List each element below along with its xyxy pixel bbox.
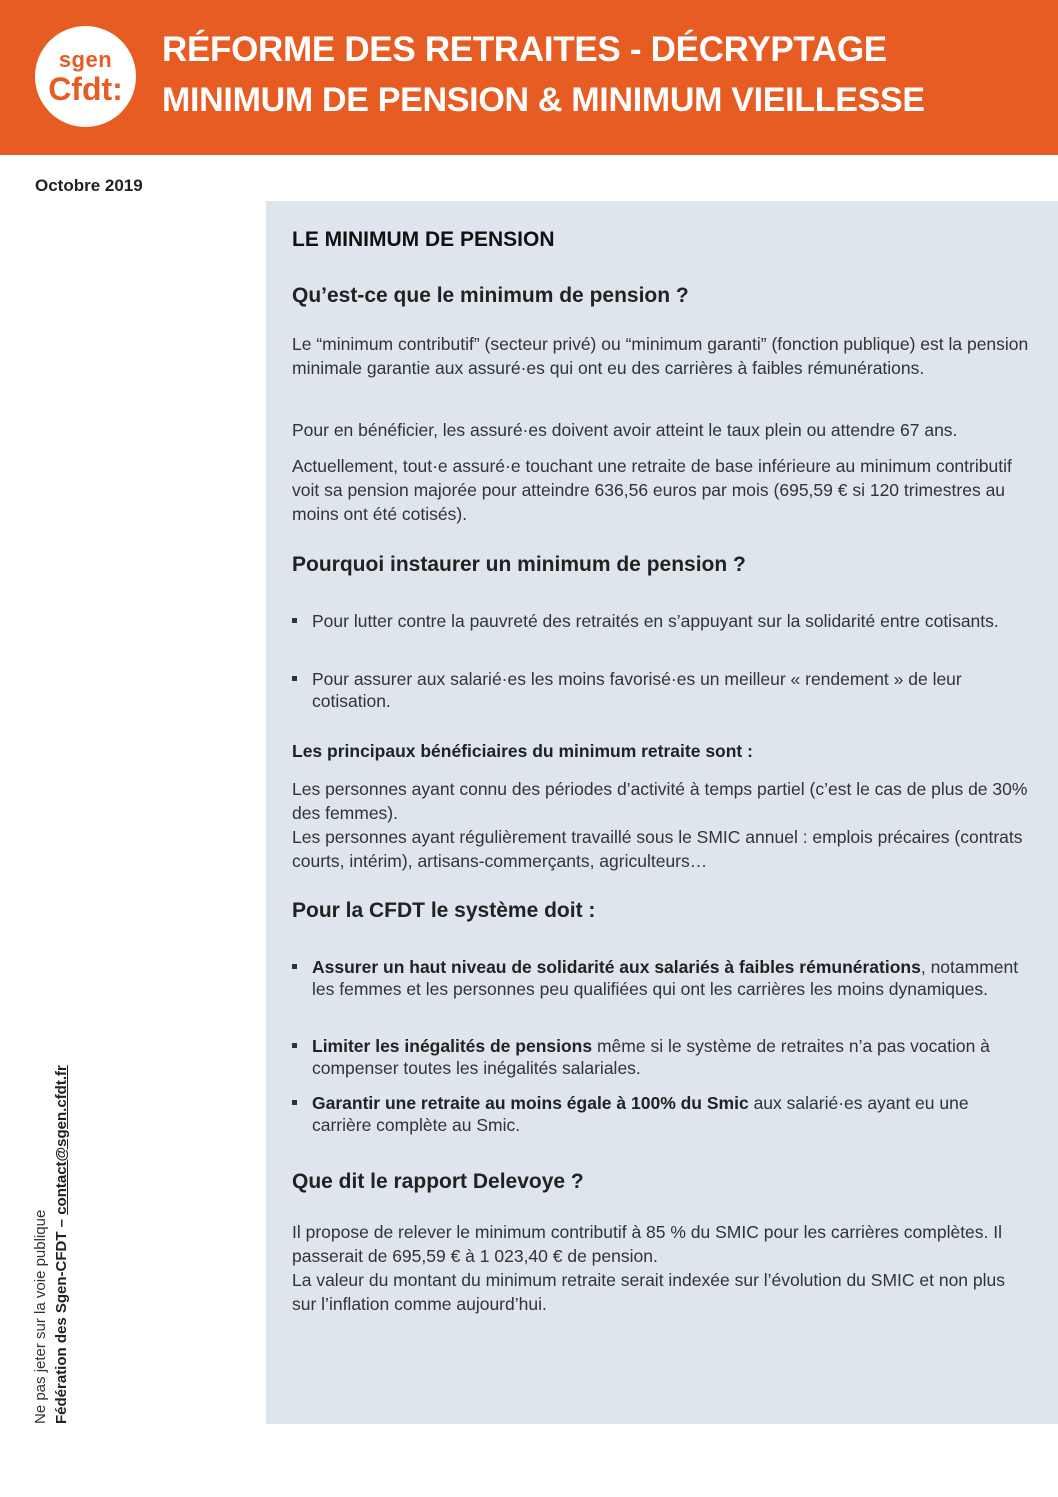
- heading-why: Pourquoi instaurer un minimum de pension ?: [292, 553, 746, 576]
- publication-date: Octobre 2019: [35, 176, 143, 195]
- heading-cfdt-position: Pour la CFDT le système doit :: [292, 899, 596, 922]
- bullet-text: aux salarié·es ayant eu une carrière complète au Smic.: [312, 1093, 969, 1135]
- logo-line-1: sgen: [58, 46, 113, 72]
- heading-delevoye-report: Que dit le rapport Delevoye ?: [292, 1170, 584, 1193]
- paragraph-definition: Le “minimum contributif” (secteur privé) ou “minimum garanti” (fonction publique) est la pension minimale garantie aux assuré·es qui ont eu des carrières à faibles rémunérations.: [292, 334, 1029, 378]
- bullet-icon: [292, 964, 297, 969]
- federation-name: Fédération des Sgen-CFDT –: [53, 1214, 70, 1424]
- bullet-text: Pour assurer aux salarié·es les moins favorisé·es un meilleur « rendement » de leur cotisation.: [312, 669, 962, 711]
- page-title: RÉFORME DES RETRAITES - DÉCRYPTAGE: [162, 30, 887, 69]
- heading-what-is: Qu’est-ce que le minimum de pension ?: [292, 284, 689, 307]
- logo-line-2: Cfdt:: [48, 70, 123, 107]
- bullet-bold-text: Assurer un haut niveau de solidarité aux salariés à faibles rémunérations: [312, 957, 921, 977]
- bullet-icon: [292, 676, 297, 681]
- contact-email-link[interactable]: contact@sgen.cfdt.fr: [53, 1065, 70, 1215]
- header-banner: [0, 0, 1058, 155]
- list-item: [292, 956, 1027, 1000]
- list-item: [292, 1092, 1027, 1136]
- bullet-text: Pour lutter contre la pauvreté des retraités en s’appuyant sur la solidarité entre cotisants.: [312, 611, 999, 631]
- paragraph-part-time: Les personnes ayant connu des périodes d’activité à temps partiel (c’est le cas de plus de 30% des femmes).: [292, 779, 1028, 823]
- sgen-cfdt-logo: [35, 26, 136, 127]
- bullet-icon: [292, 1043, 297, 1048]
- bullet-text: , notamment les femmes et les personnes peu qualifiées qui ont les carrières les moins dynamiques.: [312, 957, 1019, 999]
- list-item: [292, 668, 1027, 712]
- litter-notice: Ne pas jeter sur la voie publique: [32, 1209, 49, 1424]
- bullet-text: même si le système de retraites n’a pas vocation à compenser toutes les inégalités salariales.: [312, 1036, 990, 1078]
- vertical-footer: [30, 1024, 72, 1424]
- bullet-icon: [292, 618, 297, 623]
- paragraph-low-wage: Les personnes ayant régulièrement travaillé sous le SMIC annuel : emplois précaires (contrats courts, intérim), artisans-commerçants, agriculteurs…: [292, 827, 1023, 871]
- federation-line: [51, 1024, 72, 1424]
- section-title: LE MINIMUM DE PENSION: [292, 228, 555, 251]
- bullet-bold-text: Garantir une retraite au moins égale à 100% du Smic: [312, 1093, 749, 1113]
- bullet-bold-text: Limiter les inégalités de pensions: [312, 1036, 593, 1056]
- list-item: [292, 1035, 1027, 1079]
- paragraph-indexation: La valeur du montant du minimum retraite serait indexée sur l’évolution du SMIC et non plus sur l’inflation comme aujourd’hui.: [292, 1270, 1006, 1314]
- list-item: [292, 610, 1027, 632]
- paragraph-current-amount: Actuellement, tout·e assuré·e touchant une retraite de base inférieure au minimum contributif voit sa pension majorée pour atteindre 636,56 euros par mois (695,59 € si 120 trimestres au moins ont été cotisés).: [292, 456, 1012, 524]
- page-subtitle: MINIMUM DE PENSION & MINIMUM VIEILLESSE: [162, 81, 925, 119]
- beneficiaries-heading: Les principaux bénéficiaires du minimum retraite sont :: [292, 741, 753, 761]
- paragraph-proposal: Il propose de relever le minimum contributif à 85 % du SMIC pour les carrières complètes. Il passerait de 695,59 € à 1 023,40 € de pension.: [292, 1222, 1003, 1266]
- paragraph-eligibility: Pour en bénéficier, les assuré·es doivent avoir atteint le taux plein ou attendre 67 ans.: [292, 420, 958, 440]
- bullet-icon: [292, 1100, 297, 1105]
